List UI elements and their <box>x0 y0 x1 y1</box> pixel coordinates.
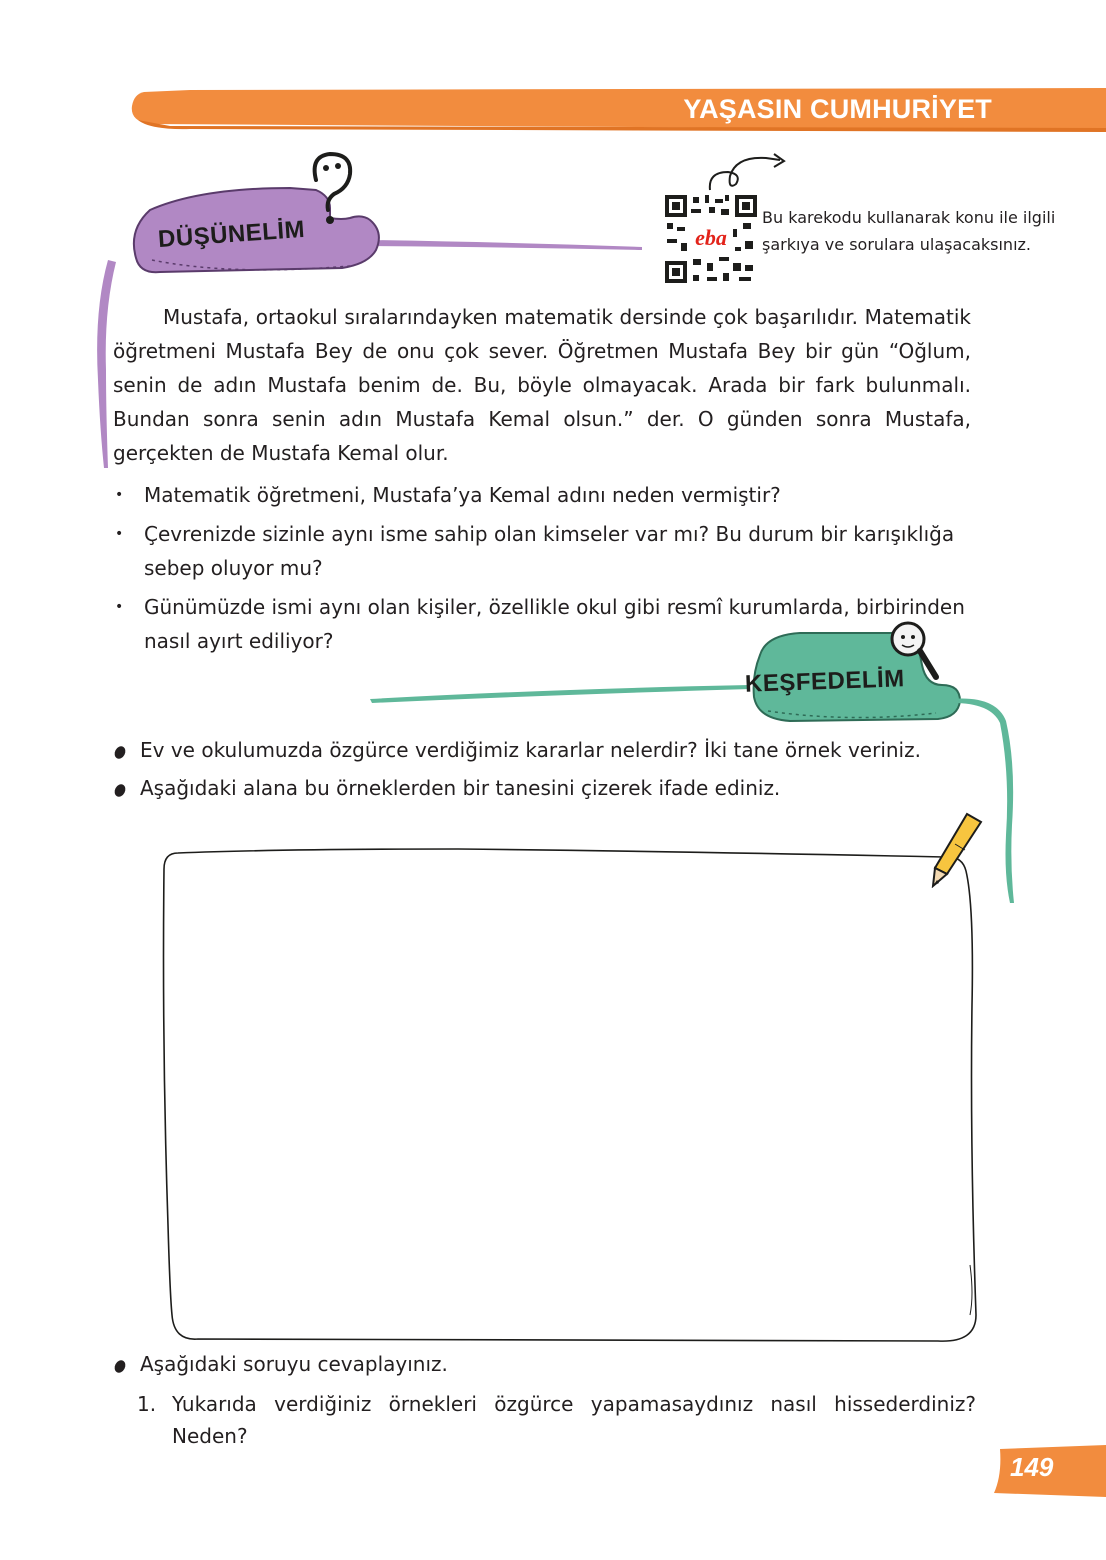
list-item: • Matematik öğretmeni, Mustafa’ya Kemal adını neden vermiştir? <box>113 478 973 512</box>
list-item: • Çevrenizde sizinle aynı isme sahip olan kimseler var mı? Bu durum bir karışıklığa sebep oluyor mu? <box>113 517 973 585</box>
story-paragraph: Mustafa, ortaokul sıralarındayken matematik dersinde çok başarılıdır. Matematik öğretmeni Mustafa Bey de onu çok sever. Öğretmen Mustafa Bey bir gün “Oğlum, senin de adın Mustafa benim de. Bu, böyle olmayacak. Arada bir fark bulunmalı. Bundan sonra senin adın Mustafa Kemal olsun.” der. O günden sonra Mustafa, gerçekten de Mustafa Kemal olur. <box>113 305 971 465</box>
bullet-icon: • <box>115 526 124 542</box>
task-item: Ev ve okulumuzda özgürce verdiğimiz kararlar nelerdir? İki tane örnek veriniz. <box>113 735 1013 765</box>
question-number: 1. <box>137 1392 157 1416</box>
think-label: DÜŞÜNELİM <box>157 215 306 254</box>
chapter-title: YAŞASIN CUMHURİYET <box>683 94 992 124</box>
list-item: • Günümüzde ismi aynı olan kişiler, özellikle okul gibi resmî kurumlarda, birbirinden nasıl ayırt ediliyor? <box>113 590 973 658</box>
drawing-area[interactable] <box>158 845 988 1350</box>
task-item: Aşağıdaki alana bu örneklerden bir tanesini çizerek ifade ediniz. <box>113 773 1013 803</box>
qr-note: Bu karekodu kullanarak konu ile ilgili şarkıya ve sorulara ulaşacaksınız. <box>762 208 1056 254</box>
explore-label: KEŞFEDELİM <box>744 665 906 698</box>
curved-arrow-icon <box>700 150 790 195</box>
qr-logo: eba <box>695 225 727 250</box>
bullet-icon: • <box>115 599 124 615</box>
task-item: Aşağıdaki soruyu cevaplayınız. <box>113 1349 1013 1379</box>
pencil-icon <box>925 808 985 888</box>
page-number: 149 <box>1010 1452 1054 1482</box>
qr-code[interactable] <box>663 193 759 285</box>
bullet-icon: • <box>115 487 124 503</box>
question-text: Yukarıda verdiğiniz örnekleri özgürce yapamasaydınız nasıl hissederdiniz? Neden? <box>172 1392 976 1448</box>
